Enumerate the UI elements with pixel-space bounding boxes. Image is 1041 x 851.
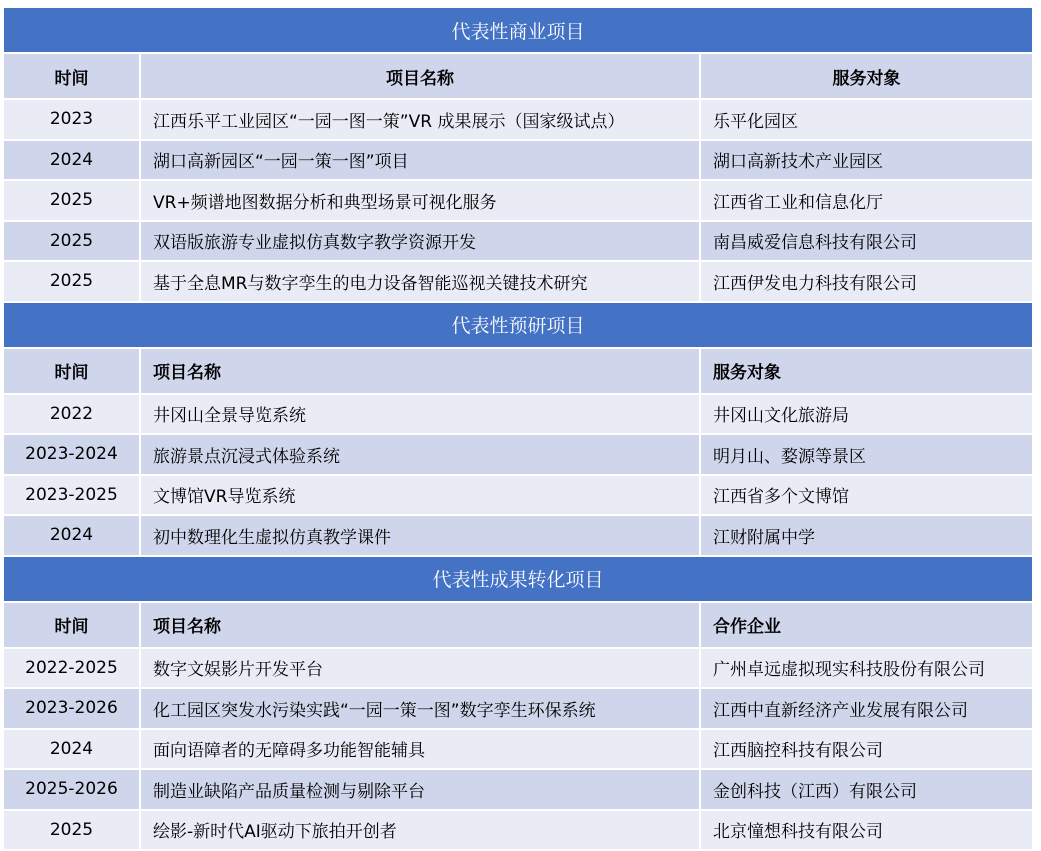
cell-counterparty: 北京憧想科技有限公司	[701, 811, 1032, 850]
table-row	[4, 395, 1032, 434]
cell-counterparty: 江西伊发电力科技有限公司	[701, 262, 1032, 301]
cell-year: 2024	[4, 516, 141, 555]
cell-counterparty: 金创科技（江西）有限公司	[701, 770, 1032, 809]
cell-counterparty: 乐平化园区	[701, 100, 1032, 139]
cell-year: 2024	[4, 730, 141, 769]
table-row	[4, 100, 1032, 139]
cell-year: 2025	[4, 222, 141, 261]
header-counterparty: 合作企业	[701, 603, 1032, 647]
cell-project-name: 文博馆VR导览系统	[141, 476, 701, 515]
table-row	[4, 141, 1032, 180]
cell-year: 2023-2026	[4, 689, 141, 728]
cell-project-name: 湖口高新园区“一园一策一图”项目	[141, 141, 701, 180]
cell-project-name: VR+频谱地图数据分析和典型场景可视化服务	[141, 181, 701, 220]
cell-year: 2023-2024	[4, 435, 141, 474]
cell-project-name: 化工园区突发水污染实践“一园一策一图”数字孪生环保系统	[141, 689, 701, 728]
cell-year: 2022	[4, 395, 141, 434]
cell-year: 2023	[4, 100, 141, 139]
cell-year: 2025-2026	[4, 770, 141, 809]
cell-year: 2022-2025	[4, 649, 141, 688]
cell-year: 2025	[4, 811, 141, 850]
section-title: 代表性预研项目	[4, 303, 1032, 347]
table-row	[4, 811, 1032, 850]
header-project-name: 项目名称	[141, 54, 701, 98]
table-row	[4, 770, 1032, 809]
table-row	[4, 476, 1032, 515]
cell-counterparty: 井冈山文化旅游局	[701, 395, 1032, 434]
section-title-row	[4, 557, 1032, 601]
cell-project-name: 旅游景点沉浸式体验系统	[141, 435, 701, 474]
column-header-row	[4, 54, 1032, 98]
section-title-row	[4, 303, 1032, 347]
column-header-row	[4, 603, 1032, 647]
section-title: 代表性成果转化项目	[4, 557, 1032, 601]
projects-table	[4, 6, 1032, 851]
header-year: 时间	[4, 603, 141, 647]
table-row	[4, 516, 1032, 555]
cell-year: 2023-2025	[4, 476, 141, 515]
cell-counterparty: 广州卓远虚拟现实科技股份有限公司	[701, 649, 1032, 688]
cell-project-name: 双语版旅游专业虚拟仿真数字教学资源开发	[141, 222, 701, 261]
table-row	[4, 730, 1032, 769]
cell-project-name: 制造业缺陷产品质量检测与剔除平台	[141, 770, 701, 809]
cell-project-name: 初中数理化生虚拟仿真教学课件	[141, 516, 701, 555]
table-row	[4, 689, 1032, 728]
cell-counterparty: 南昌威爱信息科技有限公司	[701, 222, 1032, 261]
cell-project-name: 井冈山全景导览系统	[141, 395, 701, 434]
cell-counterparty: 江财附属中学	[701, 516, 1032, 555]
header-counterparty: 服务对象	[701, 54, 1032, 98]
cell-year: 2024	[4, 141, 141, 180]
header-project-name: 项目名称	[141, 349, 701, 393]
table-row	[4, 435, 1032, 474]
cell-year: 2025	[4, 181, 141, 220]
header-project-name: 项目名称	[141, 603, 701, 647]
cell-counterparty: 江西省工业和信息化厅	[701, 181, 1032, 220]
header-counterparty: 服务对象	[701, 349, 1032, 393]
cell-counterparty: 江西脑控科技有限公司	[701, 730, 1032, 769]
cell-counterparty: 江西中直新经济产业发展有限公司	[701, 689, 1032, 728]
section-title-row	[4, 8, 1032, 52]
header-year: 时间	[4, 349, 141, 393]
cell-counterparty: 明月山、婺源等景区	[701, 435, 1032, 474]
table-row	[4, 222, 1032, 261]
cell-year: 2025	[4, 262, 141, 301]
cell-project-name: 面向语障者的无障碍多功能智能辅具	[141, 730, 701, 769]
cell-counterparty: 湖口高新技术产业园区	[701, 141, 1032, 180]
header-year: 时间	[4, 54, 141, 98]
cell-project-name: 数字文娱影片开发平台	[141, 649, 701, 688]
table-row	[4, 649, 1032, 688]
table-row	[4, 181, 1032, 220]
column-header-row	[4, 349, 1032, 393]
table-row	[4, 262, 1032, 301]
cell-project-name: 基于全息MR与数字孪生的电力设备智能巡视关键技术研究	[141, 262, 701, 301]
section-title: 代表性商业项目	[4, 8, 1032, 52]
cell-project-name: 绘影-新时代AI驱动下旅拍开创者	[141, 811, 701, 850]
cell-counterparty: 江西省多个文博馆	[701, 476, 1032, 515]
cell-project-name: 江西乐平工业园区“一园一图一策”VR 成果展示（国家级试点）	[141, 100, 701, 139]
